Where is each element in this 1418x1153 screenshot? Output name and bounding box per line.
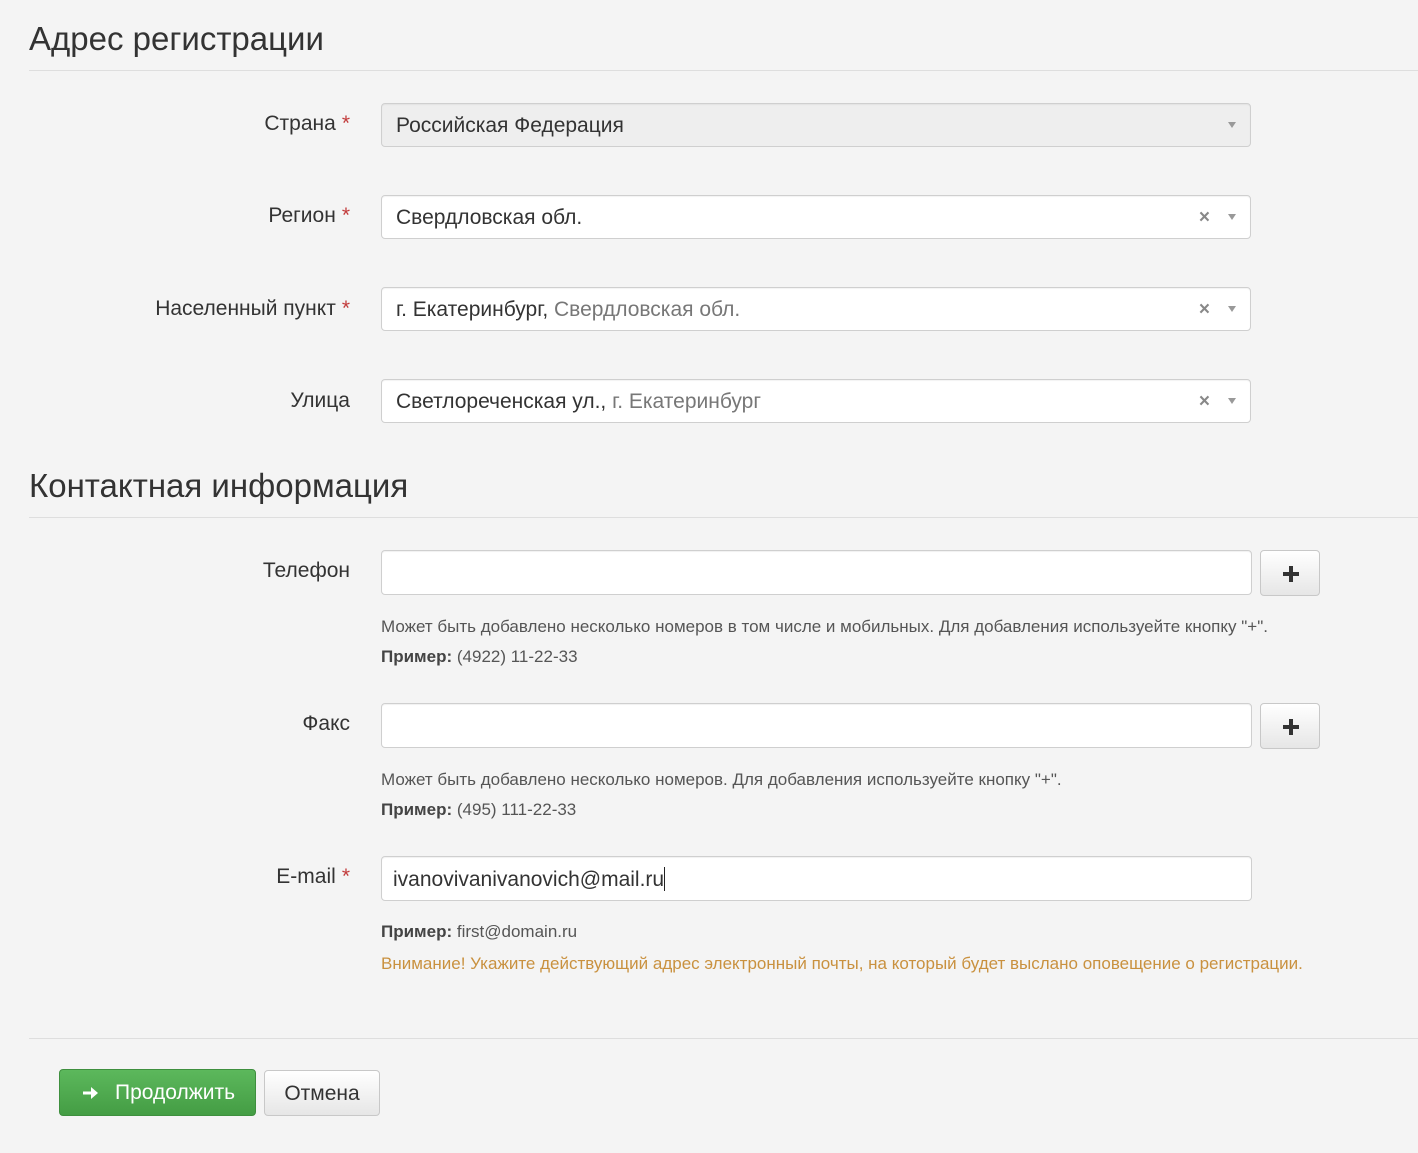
required-asterisk: * [341, 204, 350, 227]
required-asterisk: * [341, 297, 350, 320]
cancel-button-label: Отмена [284, 1082, 360, 1105]
plus-icon [1283, 719, 1299, 735]
arrow-right-icon [81, 1084, 101, 1102]
chevron-down-icon[interactable] [1228, 306, 1236, 312]
country-select-value: Российская Федерация [396, 114, 624, 137]
section-divider [29, 70, 1418, 71]
cancel-button[interactable] [264, 1070, 380, 1116]
locality-label: Населенный пункт * [155, 297, 350, 320]
email-example: Пример: first@domain.ru [381, 922, 578, 941]
clear-icon[interactable]: × [1198, 391, 1210, 412]
email-input[interactable] [381, 856, 1252, 901]
country-label: Страна * [264, 112, 350, 135]
region-select-value: Свердловская обл. [396, 206, 583, 229]
street-context: г. Екатеринбург [612, 390, 762, 413]
required-asterisk: * [341, 865, 350, 888]
street-select-value: Светлореченская ул., г. Екатеринбург [396, 390, 762, 413]
form-actions-divider [29, 1038, 1418, 1039]
phone-help-text: Может быть добавлено несколько номеров в том числе и мобильных. Для добавления используейте кнопку "+". [381, 617, 1268, 636]
required-asterisk: * [341, 112, 350, 135]
email-input-value: ivanovivanivanovich@mail.ru [393, 868, 665, 891]
section-title-address: Адрес регистрации [29, 20, 324, 57]
phone-input[interactable] [381, 550, 1252, 595]
phone-example: Пример: (4922) 11-22-33 [381, 647, 578, 666]
plus-icon [1283, 566, 1299, 582]
fax-help-text: Может быть добавлено несколько номеров. Для добавления используейте кнопку "+". [381, 770, 1062, 789]
street-label: Улица [290, 389, 350, 412]
region-select[interactable] [381, 195, 1251, 239]
email-label: E-mail * [276, 865, 350, 888]
locality-select-value: г. Екатеринбург, Свердловская обл. [396, 298, 741, 321]
chevron-down-icon[interactable] [1228, 398, 1236, 404]
clear-icon[interactable]: × [1198, 299, 1210, 320]
street-select[interactable] [381, 379, 1251, 423]
country-select[interactable] [381, 103, 1251, 147]
text-cursor [664, 867, 665, 891]
email-warning: Внимание! Укажите действующий адрес электронный почты, на который будет выслано оповещение о регистрации. [381, 954, 1303, 973]
add-phone-button[interactable] [1260, 550, 1320, 596]
phone-label: Телефон [262, 559, 350, 582]
chevron-down-icon[interactable] [1228, 122, 1236, 128]
clear-icon[interactable]: × [1198, 207, 1210, 228]
continue-button[interactable] [59, 1069, 256, 1116]
continue-button-label: Продолжить [115, 1081, 236, 1104]
add-fax-button[interactable] [1260, 703, 1320, 749]
fax-example: Пример: (495) 111-22-33 [381, 800, 577, 819]
section-title-contact: Контактная информация [29, 467, 409, 504]
region-label: Регион * [268, 204, 350, 227]
locality-context: Свердловская обл. [554, 298, 741, 321]
chevron-down-icon[interactable] [1228, 214, 1236, 220]
fax-input[interactable] [381, 703, 1252, 748]
fax-label: Факс [302, 712, 350, 735]
section-divider [29, 517, 1418, 518]
locality-select[interactable] [381, 287, 1251, 331]
